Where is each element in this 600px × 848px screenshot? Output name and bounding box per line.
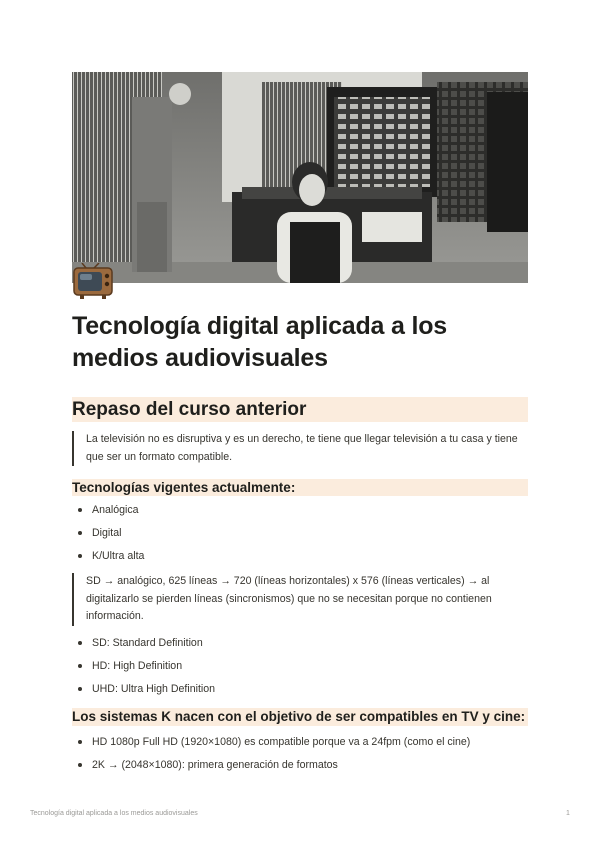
section-heading-repaso: Repaso del curso anterior <box>72 397 528 422</box>
list-item: K/Ultra alta <box>72 549 528 563</box>
definitions-list <box>72 636 528 705</box>
cover-image <box>72 72 528 283</box>
section-heading-sistemas-k: Los sistemas K nacen con el objetivo de ser compatibles en TV y cine: <box>72 708 528 726</box>
quote-block: La televisión no es disruptiva y es un derecho, te tiene que llegar televisión a tu casa y tiene que ser un formato compatible. <box>72 431 528 466</box>
list-item: SD: Standard Definition <box>72 636 528 650</box>
bullet-icon <box>78 763 82 767</box>
list-item: Digital <box>72 526 528 540</box>
television-icon <box>72 263 114 301</box>
quote-block-sd: SD → analógico, 625 líneas → 720 (líneas horizontales) x 576 (líneas verticales) → al digitalizarlo se pierden líneas (sincronismos) que no se necesitan porque no contienen información. <box>72 573 528 626</box>
list-item: 2K → (2048×1080): primera generación de formatos <box>72 758 528 772</box>
k-systems-list <box>72 735 528 781</box>
technologies-list <box>72 503 528 572</box>
cover-photo-illustration <box>72 72 528 283</box>
list-item: UHD: Ultra High Definition <box>72 682 528 696</box>
bullet-icon <box>78 687 82 691</box>
list-item: HD: High Definition <box>72 659 528 673</box>
bullet-icon <box>78 554 82 558</box>
list-item: Analógica <box>72 503 528 517</box>
list-item: HD 1080p Full HD (1920×1080) es compatible porque va a 24fpm (como el cine) <box>72 735 528 749</box>
section-heading-tecnologias: Tecnologías vigentes actualmente: <box>72 479 528 496</box>
footer-title: Tecnología digital aplicada a los medios audiovisuales <box>30 810 198 817</box>
bullet-icon <box>78 641 82 645</box>
bullet-icon <box>78 740 82 744</box>
page-title: Tecnología digital aplicada a los medios audiovisuales <box>72 312 447 372</box>
bullet-icon <box>78 508 82 512</box>
page-number: 1 <box>566 810 570 817</box>
bullet-icon <box>78 664 82 668</box>
bullet-icon <box>78 531 82 535</box>
